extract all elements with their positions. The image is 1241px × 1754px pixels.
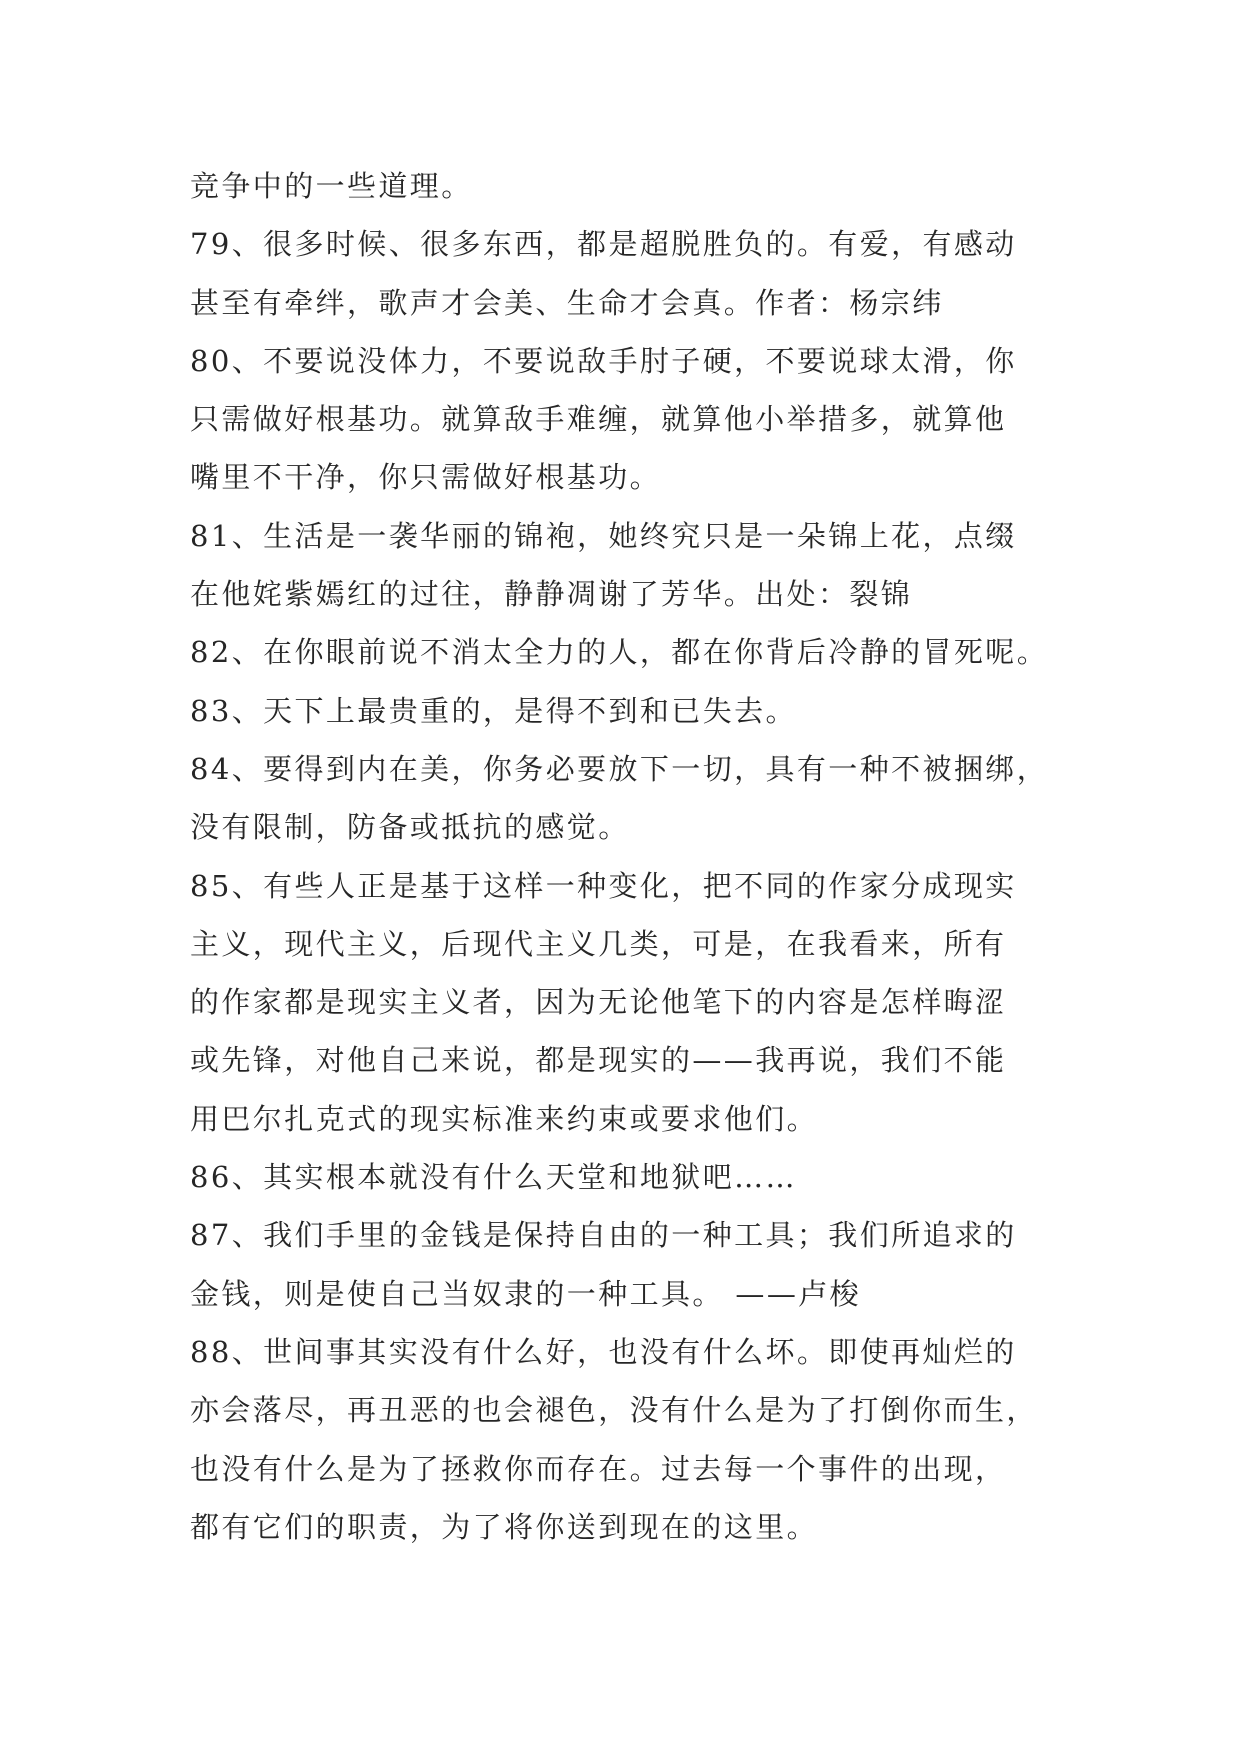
text-line: 86、其实根本就没有什么天堂和地狱吧…… [190, 1160, 797, 1195]
text-line: 88、世间事其实没有什么好，也没有什么坏。即使再灿烂的 [190, 1334, 1017, 1369]
text-line: 金钱，则是使自己当奴隶的一种工具。 ——卢梭 [190, 1276, 862, 1311]
text-line: 81、生活是一袭华丽的锦袍，她终究只是一朵锦上花，点缀 [190, 518, 1017, 553]
text-line: 85、有些人正是基于这样一种变化，把不同的作家分成现实 [190, 868, 1017, 903]
text-line: 都有它们的职责，为了将你送到现在的这里。 [190, 1509, 819, 1544]
text-line: 也没有什么是为了拯救你而存在。过去每一个事件的出现， [190, 1451, 1007, 1486]
text-line: 用巴尔扎克式的现实标准来约束或要求他们。 [190, 1101, 819, 1136]
text-line: 82、在你眼前说不消太全力的人，都在你背后冷静的冒死呢。 [190, 635, 1049, 670]
text-line: 竞争中的一些道理。 [190, 169, 473, 203]
text-line: 的作家都是现实主义者，因为无论他笔下的内容是怎样晦涩 [190, 985, 1007, 1020]
body-text [190, 157, 1070, 1556]
text-line: 只需做好根基功。就算敌手难缠，就算他小举措多，就算他 [190, 402, 1007, 437]
text-line: 84、要得到内在美，你务必要放下一切，具有一种不被捆绑， [190, 751, 1049, 786]
text-line: 80、不要说没体力，不要说敌手肘子硬，不要说球太滑，你 [190, 343, 1017, 378]
text-line: 嘴里不干净，你只需做好根基功。 [190, 460, 662, 495]
text-line: 或先锋，对他自己来说，都是现实的——我再说，我们不能 [190, 1043, 1007, 1078]
text-line: 在他姹紫嫣红的过往，静静凋谢了芳华。出处：裂锦 [190, 577, 913, 612]
text-line: 没有限制，防备或抵抗的感觉。 [190, 810, 630, 845]
text-line: 甚至有牵绊，歌声才会美、生命才会真。作者：杨宗纬 [190, 285, 944, 320]
text-line: 主义，现代主义，后现代主义几类，可是，在我看来，所有 [190, 926, 1007, 961]
text-line: 83、天下上最贵重的，是得不到和已失去。 [190, 693, 797, 728]
text-line: 亦会落尽，再丑恶的也会褪色，没有什么是为了打倒你而生， [190, 1393, 1038, 1428]
text-line: 79、很多时候、很多东西，都是超脱胜负的。有爱，有感动 [190, 227, 1017, 262]
text-line: 87、我们手里的金钱是保持自由的一种工具；我们所追求的 [190, 1218, 1017, 1253]
